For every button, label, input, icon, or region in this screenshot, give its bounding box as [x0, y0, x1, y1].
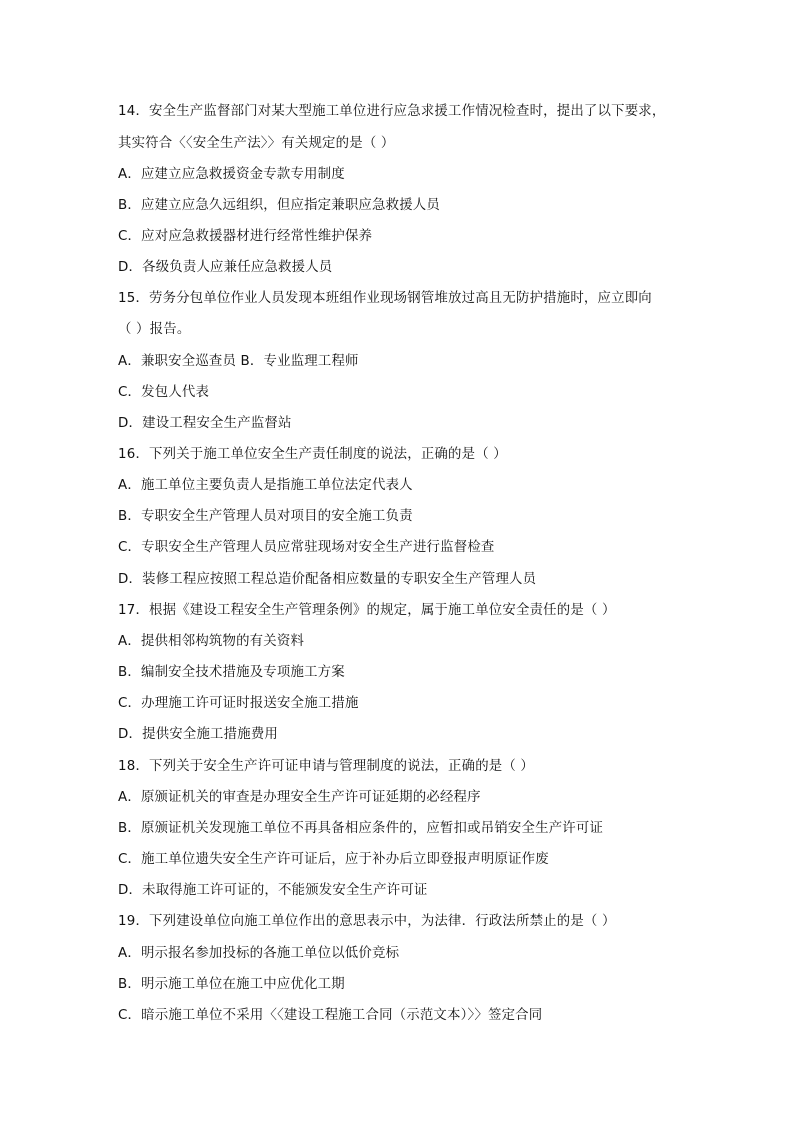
question-17-stem: 17．根据《建设工程安全生产管理条例》的规定，属于施工单位安全责任的是（ ）: [118, 603, 616, 618]
question-16-stem: 16．下列关于施工单位安全生产责任制度的说法，正确的是（ ）: [118, 447, 507, 462]
question-14-option-d: D．各级负责人应兼任应急救援人员: [118, 260, 333, 275]
question-16-option-d: D．装修工程应按照工程总造价配备相应数量的专职安全生产管理人员: [118, 572, 537, 587]
question-16-option-a: A．施工单位主要负责人是指施工单位法定代表人: [118, 478, 413, 493]
question-18-option-b: B．原颁证机关发现施工单位不再具备相应条件的，应暂扣或吊销安全生产许可证: [118, 821, 604, 836]
question-19-option-a: A．明示报名参加投标的各施工单位以低价竞标: [118, 946, 400, 961]
question-14-stem-line-2: 其实符合〈〈安全生产法〉〉有关规定的是（ ）: [118, 136, 395, 151]
question-18-stem: 18．下列关于安全生产许可证申请与管理制度的说法，正确的是（ ）: [118, 759, 535, 774]
question-14-option-b: B．应建立应急久远组织，但应指定兼职应急救援人员: [118, 198, 440, 213]
question-17-option-d: D．提供安全施工措施费用: [118, 727, 279, 742]
question-18-option-a: A．原颁证机关的审查是办理安全生产许可证延期的必经程序: [118, 790, 481, 805]
question-15-options-a-b: A．兼职安全巡查员 B．专业监理工程师: [118, 354, 359, 369]
question-17-option-a: A．提供相邻构筑物的有关资料: [118, 634, 305, 649]
question-15-option-d: D．建设工程安全生产监督站: [118, 416, 292, 431]
question-17-option-c: C．办理施工许可证时报送安全施工措施: [118, 696, 359, 711]
question-15-stem-line-2: （ ）报告。: [118, 322, 191, 337]
question-14-option-a: A．应建立应急救援资金专款专用制度: [118, 167, 345, 182]
question-16-option-b: B．专职安全生产管理人员对项目的安全施工负责: [118, 509, 413, 524]
question-19-stem: 19．下列建设单位向施工单位作出的意思表示中，为法律．行政法所禁止的是（ ）: [118, 914, 616, 929]
question-17-option-b: B．编制安全技术措施及专项施工方案: [118, 665, 345, 680]
question-16-option-c: C．专职安全生产管理人员应常驻现场对安全生产进行监督检查: [118, 540, 495, 555]
question-18-option-d: D．未取得施工许可证的，不能颁发安全生产许可证: [118, 883, 428, 898]
question-14-stem-line-1: 14．安全生产监督部门对某大型施工单位进行应急求援工作情况检查时，提出了以下要求，: [118, 104, 666, 119]
question-19-option-c: C．暗示施工单位不采用〈〈建设工程施工合同（示范文本）〉〉签定合同: [118, 1008, 543, 1023]
question-19-option-b: B．明示施工单位在施工中应优化工期: [118, 977, 345, 992]
question-15-option-c: C．发包人代表: [118, 385, 210, 400]
question-18-option-c: C．施工单位遗失安全生产许可证后，应于补办后立即登报声明原证作废: [118, 852, 549, 867]
question-14-option-c: C．应对应急救援器材进行经常性维护保养: [118, 229, 373, 244]
question-15-stem-line-1: 15．劳务分包单位作业人员发现本班组作业现场钢管堆放过高且无防护措施时，应立即向: [118, 291, 652, 306]
